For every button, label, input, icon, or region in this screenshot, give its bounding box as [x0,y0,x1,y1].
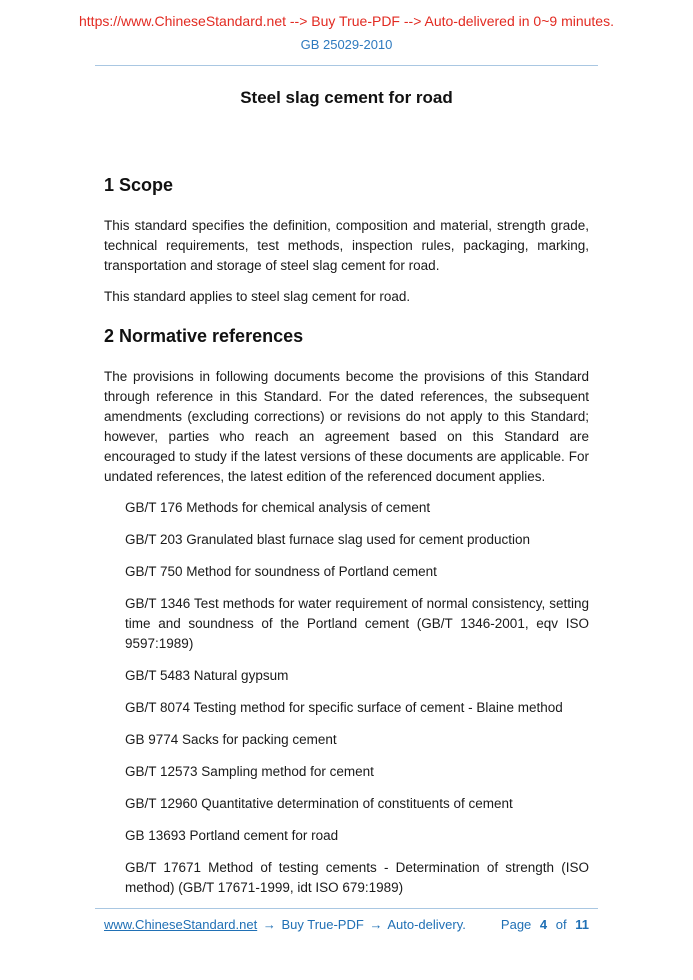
page-footer [0,908,693,933]
of-label: of [555,917,567,932]
reference-item: GB/T 12960 Quantitative determination of constituents of cement [125,796,513,811]
header-rule [95,65,598,66]
page-number: 4 [539,917,548,932]
reference-item: GB/T 17671 Method of testing cements - Determination of strength (ISO method) (GB/T 17671-1999, idt ISO 679:1989) [125,860,589,895]
page-label: Page [500,917,532,932]
footer-rule [95,908,598,909]
reference-item: GB 13693 Portland cement for road [125,828,339,843]
paragraph: The provisions in following documents become the provisions of this Standard through reference in this Standard. For the dated references, the subsequent amendments (excluding corrections) or revisions do not apply to this Standard; however, parties who reach an agreement based on this Standard are encouraged to study if the latest versions of these documents are applicable. For undated references, the latest edition of the referenced document applies. [104,369,589,484]
reference-item: GB/T 8074 Testing method for specific surface of cement - Blaine method [125,700,563,715]
reference-item: GB 9774 Sacks for packing cement [125,732,337,747]
reference-item: GB/T 1346 Test methods for water requirement of normal consistency, setting time and soundness of the Portland cement (GB/T 1346-2001, eqv ISO 9597:1989) [125,596,589,651]
footer-buy-label: Buy True-PDF [281,917,364,932]
paragraph: This standard applies to steel slag cement for road. [104,289,411,304]
promo-link[interactable]: https://www.ChineseStandard.net --> Buy True-PDF --> Auto-delivered in 0~9 minutes. [79,13,614,29]
reference-list [104,498,589,898]
reference-item: GB/T 5483 Natural gypsum [125,668,289,683]
page-indicator [496,917,589,933]
document-title: Steel slag cement for road [240,88,453,107]
footer-site-link[interactable]: www.ChineseStandard.net [104,917,258,932]
reference-item: GB/T 203 Granulated blast furnace slag used for cement production [125,532,530,547]
section-heading-normative-references: 2 Normative references [104,326,304,346]
arrow-right-icon: → [262,917,276,932]
arrow-right-icon: → [369,917,383,932]
standard-number: GB 25029-2010 [300,37,393,52]
document-body [104,175,589,898]
footer-links [104,917,468,933]
total-pages: 11 [575,917,589,932]
reference-item: GB/T 176 Methods for chemical analysis of cement [125,500,431,515]
paragraph: This standard specifies the definition, composition and material, strength grade, technical requirements, test methods, inspection rules, packaging, marking, transportation and storage of steel slag cement for road. [104,218,589,273]
reference-item: GB/T 12573 Sampling method for cement [125,764,374,779]
reference-item: GB/T 750 Method for soundness of Portland cement [125,564,437,579]
section-heading-scope: 1 Scope [104,175,174,195]
footer-delivery-label: Auto-delivery. [387,917,466,932]
